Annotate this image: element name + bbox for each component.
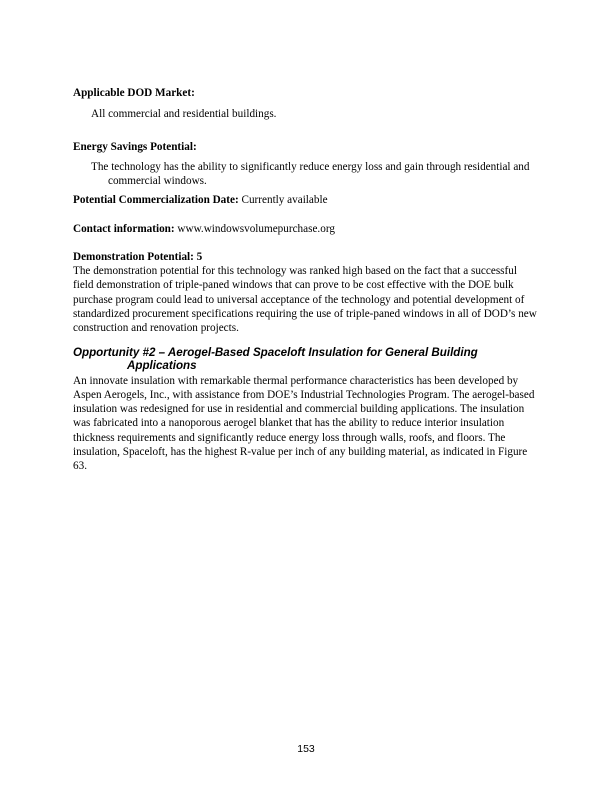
demonstration-text: The demonstration potential for this technology was ranked high based on the fact that a successful field demonstration of triple-paned windows that can prove to be cost effective with the DOE bulk purchase program could lead to universal acceptance of the technology and potential development of standardized procurement specifications requiring the use of triple-paned windows in all of DOD’s new construction and renovation projects. <box>73 265 537 335</box>
energy-text: The technology has the ability to significantly reduce energy loss and gain through residential and commercial windows. <box>91 161 530 188</box>
energy-heading: Energy Savings Potential: <box>73 141 197 153</box>
market-heading: Applicable DOD Market: <box>73 87 195 99</box>
demonstration-heading: Demonstration Potential: 5 <box>73 251 203 263</box>
energy-section <box>73 140 539 189</box>
market-section <box>73 86 539 121</box>
page-number: 153 <box>297 743 315 755</box>
demonstration-section <box>73 250 539 335</box>
contact-heading: Contact information: <box>73 223 175 235</box>
market-text: All commercial and residential buildings. <box>91 108 277 121</box>
opportunity-section <box>73 346 539 473</box>
commercialization-heading: Potential Commercialization Date: <box>73 194 239 206</box>
opportunity-title: Opportunity #2 – Aerogel-Based Spaceloft Insulation for General Building Applications <box>73 346 478 373</box>
contact-text: www.windowsvolumepurchase.org <box>174 223 335 235</box>
opportunity-text: An innovate insulation with remarkable thermal performance characteristics has been developed by Aspen Aerogels, Inc., with assistance from DOE’s Industrial Technologies Program. The aerogel-based insulation was redesigned for use in residential and commercial building applications. The insulation was fabricated into a nanoporous aerogel blanket that has the ability to reduce interior insulation thickness requirements and significantly reduce energy loss through walls, roofs, and floors. The insulation, Spaceloft, has the highest R-value per inch of any building material, as indicated in Figure 63. <box>73 374 535 473</box>
commercialization-text: Currently available <box>238 194 328 206</box>
commercialization-line <box>73 193 539 207</box>
contact-line <box>73 222 539 236</box>
